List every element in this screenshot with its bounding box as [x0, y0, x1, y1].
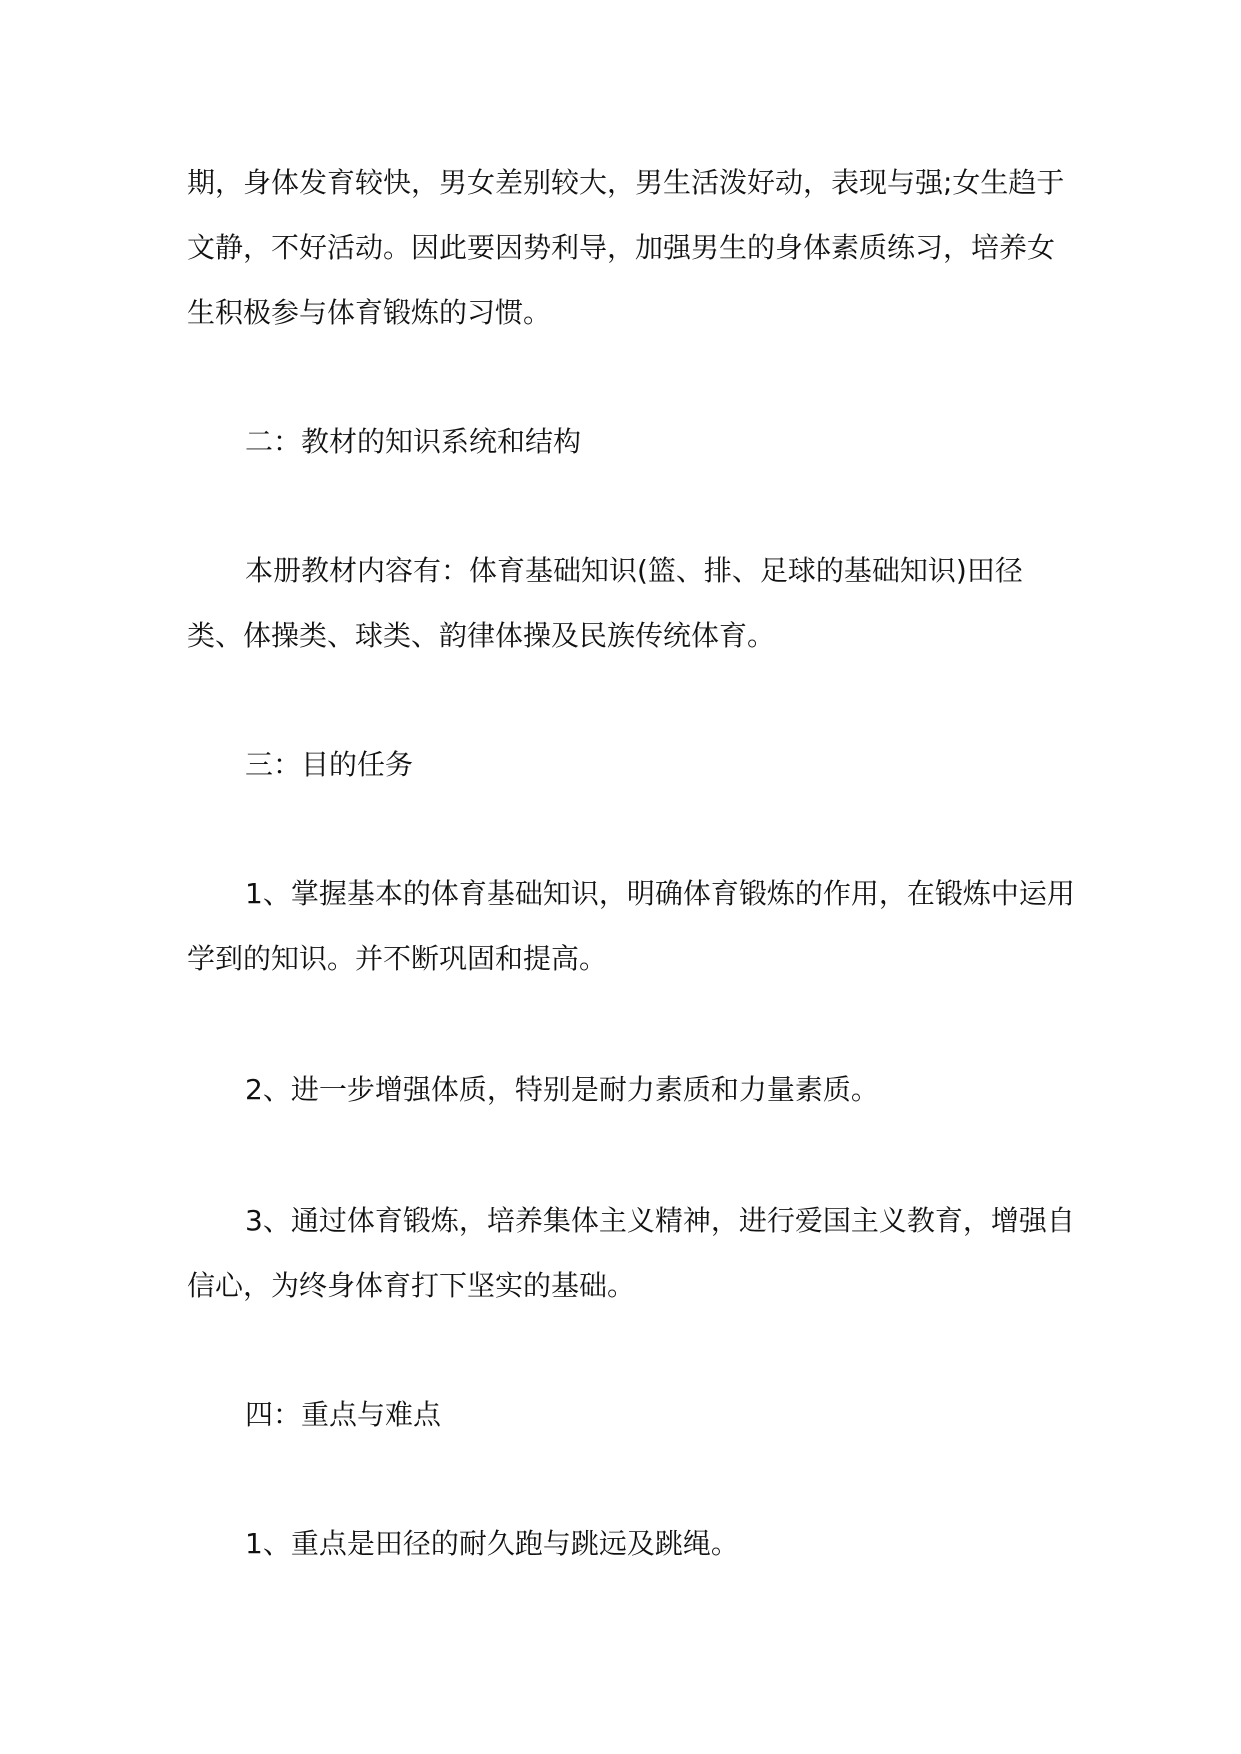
- list-item-objective-1: 1、掌握基本的体育基础知识，明确体育锻炼的作用，在锻炼中运用学到的知识。并不断巩固和提高。: [187, 877, 1075, 975]
- list-item-key-point-1: 1、重点是田径的耐久跑与跳远及跳绳。: [245, 1527, 739, 1560]
- paragraph-student-characteristics: 期，身体发育较快，男女差别较大，男生活泼好动，表现与强;女生趋于文静，不好活动。因此要因势利导，加强男生的身体素质练习，培养女生积极参与体育锻炼的习惯。: [187, 166, 1065, 329]
- document-body: [187, 150, 1077, 1576]
- section-heading-knowledge-structure: 二：教材的知识系统和结构: [245, 425, 582, 458]
- list-item-objective-3: 3、通过体育锻炼，培养集体主义精神，进行爱国主义教育，增强自信心，为终身体育打下坚实的基础。: [187, 1204, 1075, 1302]
- list-item-objective-2: 2、进一步增强体质，特别是耐力素质和力量素质。: [245, 1073, 879, 1106]
- section-heading-key-difficult-points: 四：重点与难点: [245, 1398, 442, 1431]
- paragraph-textbook-contents: 本册教材内容有：体育基础知识(篮、排、足球的基础知识)田径类、体操类、球类、韵律体操及民族传统体育。: [187, 554, 1023, 652]
- section-heading-objectives: 三：目的任务: [245, 748, 414, 781]
